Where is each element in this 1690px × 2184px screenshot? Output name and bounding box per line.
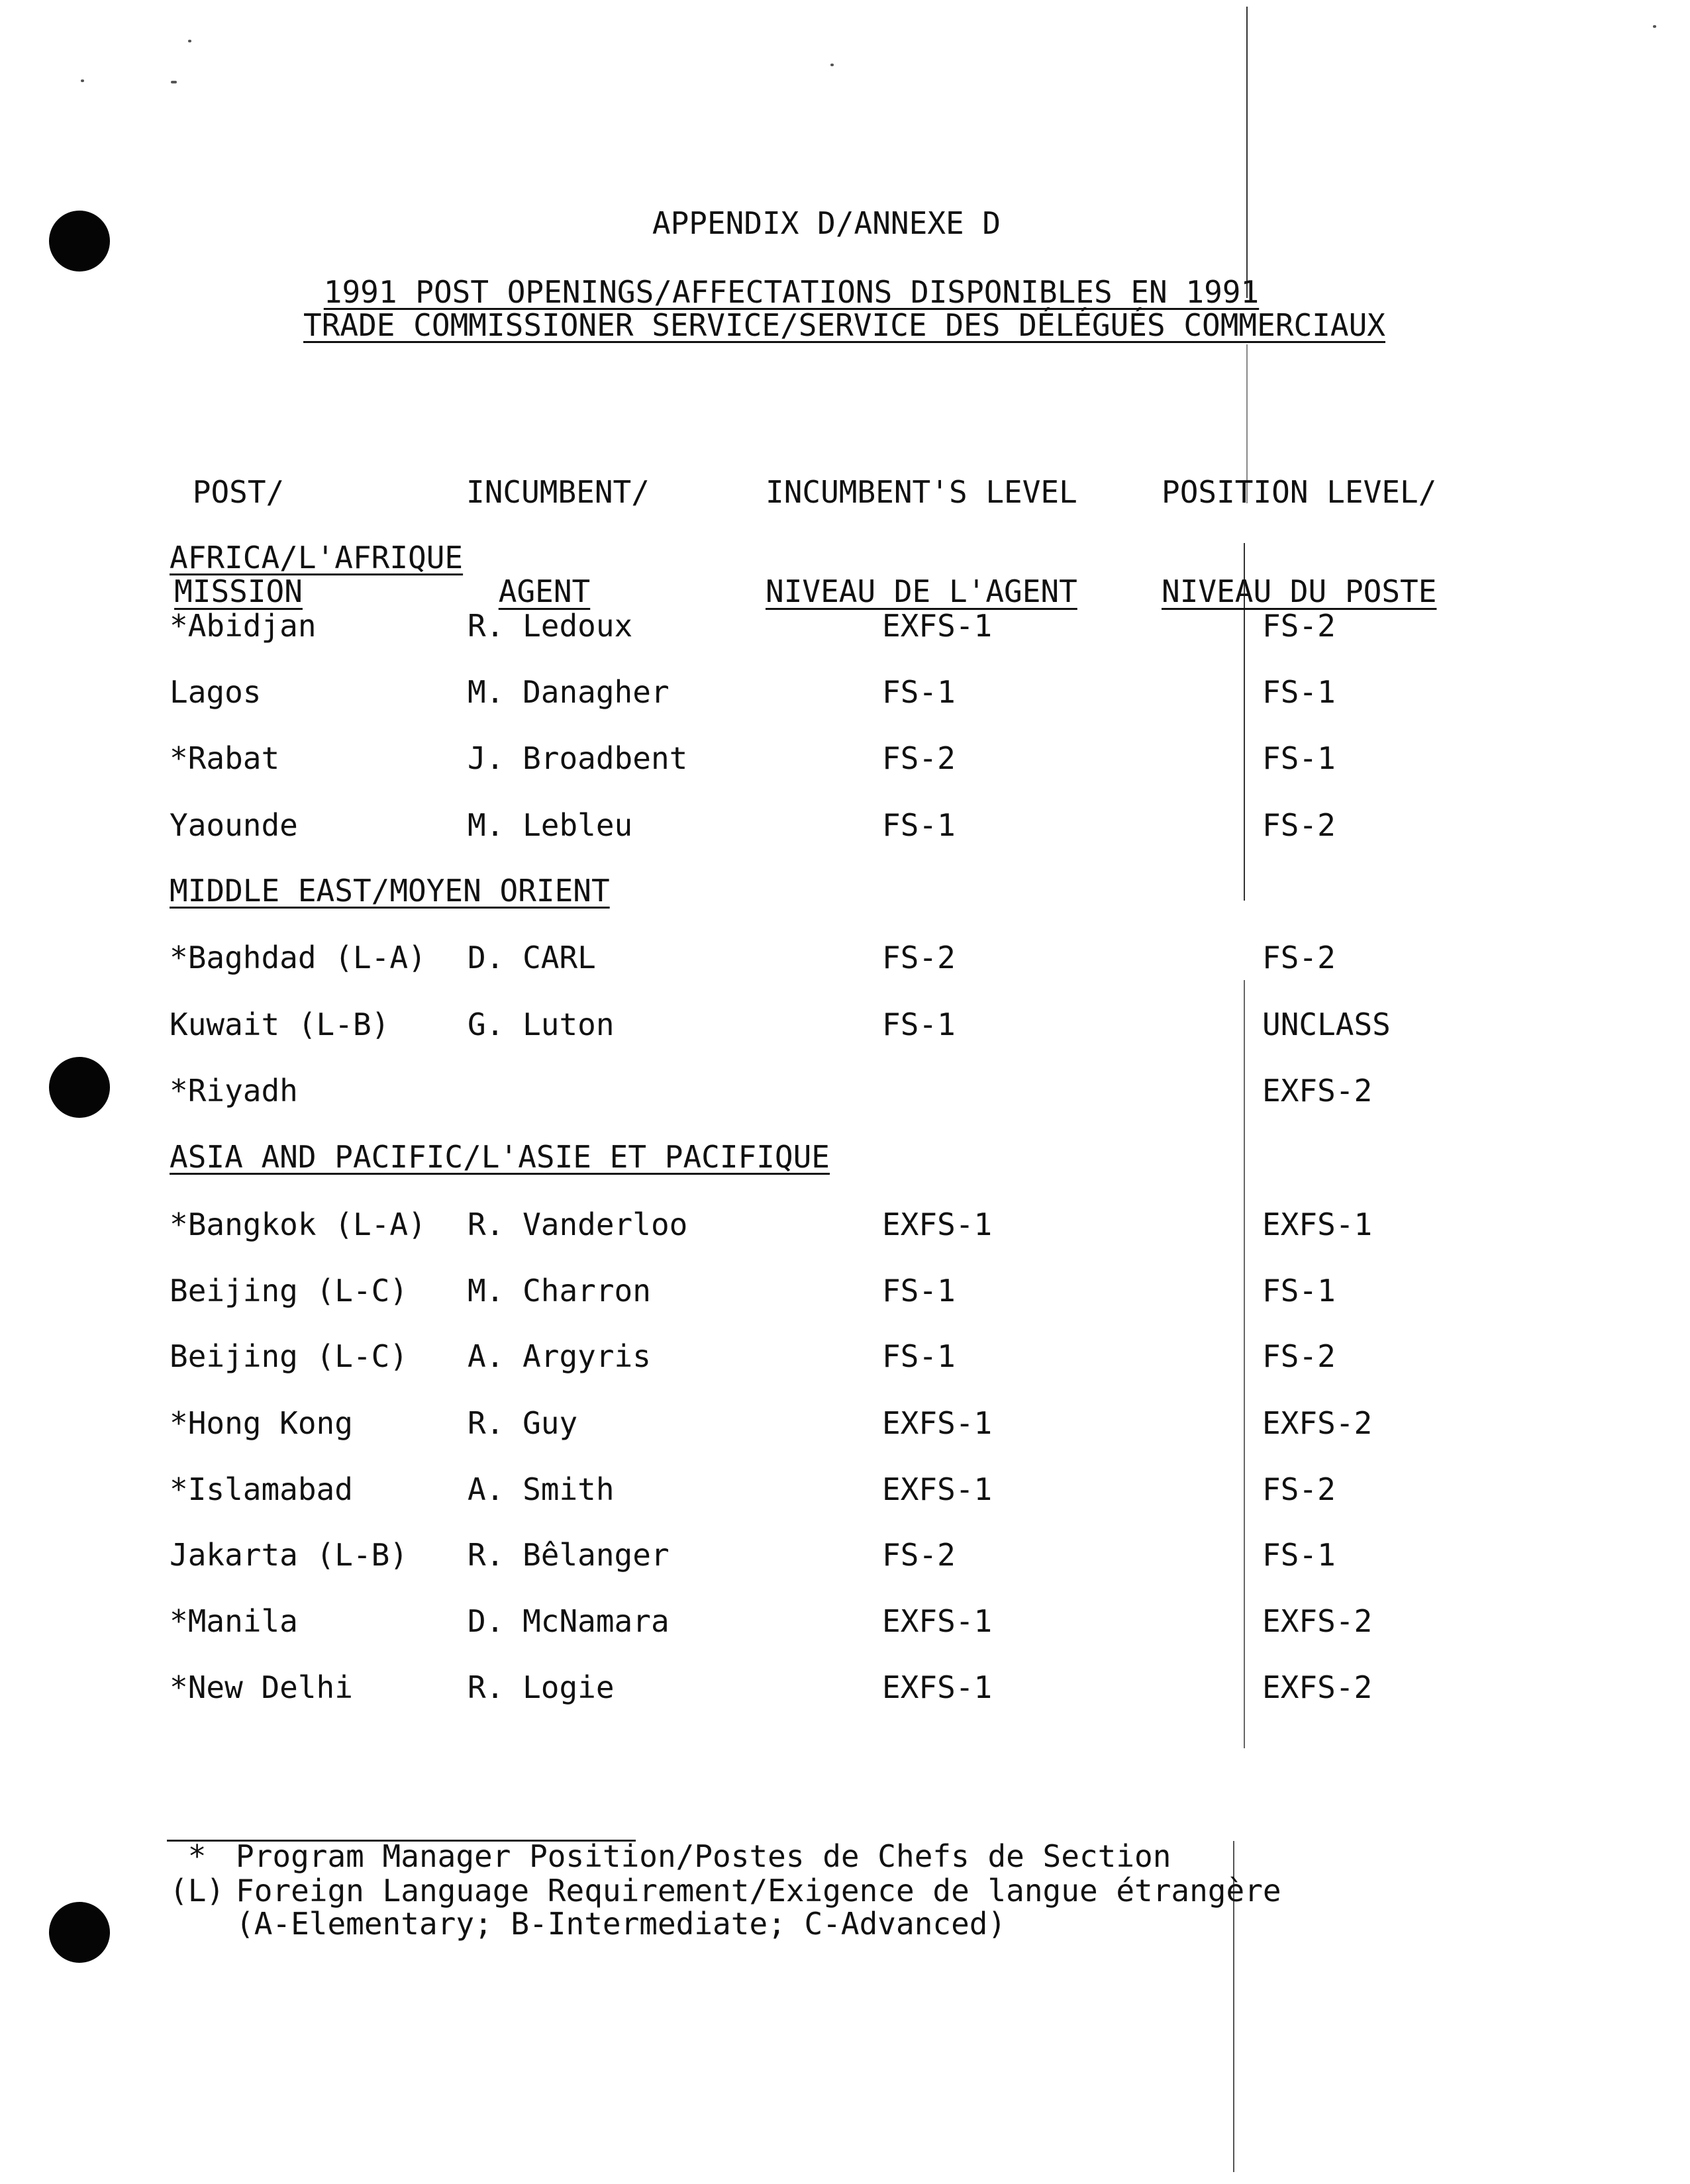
scan-speck: [171, 81, 177, 83]
document-title-line2: TRADE COMMISSIONER SERVICE/SERVICE DES DÉLÉGUÉS COMMERCIAUX: [303, 307, 1385, 343]
post-cell: Kuwait (L-B): [170, 1007, 390, 1042]
incumbent-cell: M. Charron: [468, 1273, 651, 1309]
position-level-cell: FS-2: [1262, 807, 1336, 843]
incumbent-cell: J. Broadbent: [468, 740, 688, 776]
section-heading-middle-east: MIDDLE EAST/MOYEN ORIENT: [170, 873, 610, 909]
post-cell: *Manila: [170, 1603, 298, 1639]
position-level-cell: FS-1: [1262, 1537, 1336, 1573]
incumbent-level-cell: EXFS-1: [882, 1669, 993, 1705]
column-header-post-line1: POST/: [192, 474, 285, 510]
position-level-cell: FS-1: [1262, 674, 1336, 710]
incumbent-cell: D. McNamara: [468, 1603, 670, 1639]
incumbent-level-cell: FS-1: [882, 807, 956, 843]
position-level-cell: EXFS-1: [1262, 1207, 1373, 1242]
footnote-text: Foreign Language Requirement/Exigence de langue étrangère: [236, 1873, 1281, 1909]
post-cell: *Riyadh: [170, 1073, 298, 1109]
position-level-cell: FS-2: [1262, 608, 1336, 644]
position-level-cell: FS-2: [1262, 1471, 1336, 1507]
column-header-post-line2: MISSION: [174, 573, 303, 609]
incumbent-level-cell: EXFS-1: [882, 1207, 993, 1242]
footnote-mark: *: [170, 1838, 207, 1874]
punch-hole-middle: [49, 1057, 110, 1118]
position-level-cell: EXFS-2: [1262, 1073, 1373, 1109]
footnote-text: Program Manager Position/Postes de Chefs de Section: [236, 1838, 1171, 1874]
post-cell: *Islamabad: [170, 1471, 353, 1507]
position-level-cell: FS-2: [1262, 1338, 1336, 1374]
footnote-mark: (L): [170, 1873, 225, 1909]
incumbent-level-cell: FS-2: [882, 740, 956, 776]
footnote-text: (A-Elementary; B-Intermediate; C-Advanced): [236, 1906, 1007, 1942]
column-header-position-level-line2: NIVEAU DU POSTE: [1162, 573, 1437, 609]
incumbent-cell: R. Logie: [468, 1669, 615, 1705]
column-header-incumbent-line1: INCUMBENT/: [466, 474, 650, 510]
column-header-incumbent-level-line2: NIVEAU DE L'AGENT: [766, 573, 1077, 609]
post-cell: Lagos: [170, 674, 262, 710]
punch-hole-top: [49, 211, 110, 272]
incumbent-cell: R. Vanderloo: [468, 1207, 688, 1242]
incumbent-cell: R. Ledoux: [468, 608, 633, 644]
incumbent-cell: M. Danagher: [468, 674, 670, 710]
position-level-cell: FS-1: [1262, 1273, 1336, 1309]
column-header-incumbent-line2: AGENT: [498, 573, 591, 609]
post-cell: *Abidjan: [170, 608, 317, 644]
post-cell: *Rabat: [170, 740, 280, 776]
post-cell: Beijing (L-C): [170, 1338, 409, 1374]
incumbent-cell: R. Bêlanger: [468, 1537, 670, 1573]
section-heading-africa: AFRICA/L'AFRIQUE: [170, 540, 464, 575]
scan-speck: [188, 40, 191, 42]
post-cell: *Hong Kong: [170, 1405, 353, 1441]
document-title-line1: 1991 POST OPENINGS/AFFECTATIONS DISPONIBLES EN 1991: [323, 274, 1260, 310]
incumbent-cell: A. Smith: [468, 1471, 615, 1507]
incumbent-cell: R. Guy: [468, 1405, 578, 1441]
position-level-cell: EXFS-2: [1262, 1603, 1373, 1639]
incumbent-cell: G. Luton: [468, 1007, 615, 1042]
position-level-cell: FS-2: [1262, 940, 1336, 975]
post-cell: *Baghdad (L-A): [170, 940, 426, 975]
post-cell: *Bangkok (L-A): [170, 1207, 426, 1242]
position-level-cell: FS-1: [1262, 740, 1336, 776]
column-header-incumbent-level-line1: INCUMBENT'S LEVEL: [766, 474, 1077, 510]
incumbent-cell: A. Argyris: [468, 1338, 651, 1374]
incumbent-cell: M. Lebleu: [468, 807, 633, 843]
scan-speck: [830, 64, 834, 66]
position-level-cell: EXFS-2: [1262, 1669, 1373, 1705]
incumbent-level-cell: EXFS-1: [882, 1405, 993, 1441]
scan-vertical-line: [1246, 7, 1248, 298]
incumbent-level-cell: FS-2: [882, 1537, 956, 1573]
post-cell: Jakarta (L-B): [170, 1537, 409, 1573]
incumbent-level-cell: EXFS-1: [882, 1471, 993, 1507]
section-heading-asia-pacific: ASIA AND PACIFIC/L'ASIE ET PACIFIQUE: [170, 1139, 830, 1175]
post-cell: Yaounde: [170, 807, 298, 843]
incumbent-cell: D. CARL: [468, 940, 596, 975]
position-level-cell: UNCLASS: [1262, 1007, 1391, 1042]
incumbent-level-cell: FS-1: [882, 1338, 956, 1374]
post-cell: Beijing (L-C): [170, 1273, 409, 1309]
scan-speck: [81, 79, 84, 82]
incumbent-level-cell: FS-1: [882, 674, 956, 710]
incumbent-level-cell: FS-1: [882, 1273, 956, 1309]
punch-hole-bottom: [49, 1902, 110, 1963]
incumbent-level-cell: FS-1: [882, 1007, 956, 1042]
appendix-title: APPENDIX D/ANNEXE D: [652, 205, 1001, 241]
incumbent-level-cell: FS-2: [882, 940, 956, 975]
post-cell: *New Delhi: [170, 1669, 353, 1705]
position-level-cell: EXFS-2: [1262, 1405, 1373, 1441]
incumbent-level-cell: EXFS-1: [882, 1603, 993, 1639]
scan-speck: [1653, 25, 1656, 28]
incumbent-level-cell: EXFS-1: [882, 608, 993, 644]
column-header-position-level-line1: POSITION LEVEL/: [1162, 474, 1437, 510]
scan-vertical-line: [1244, 980, 1245, 1748]
